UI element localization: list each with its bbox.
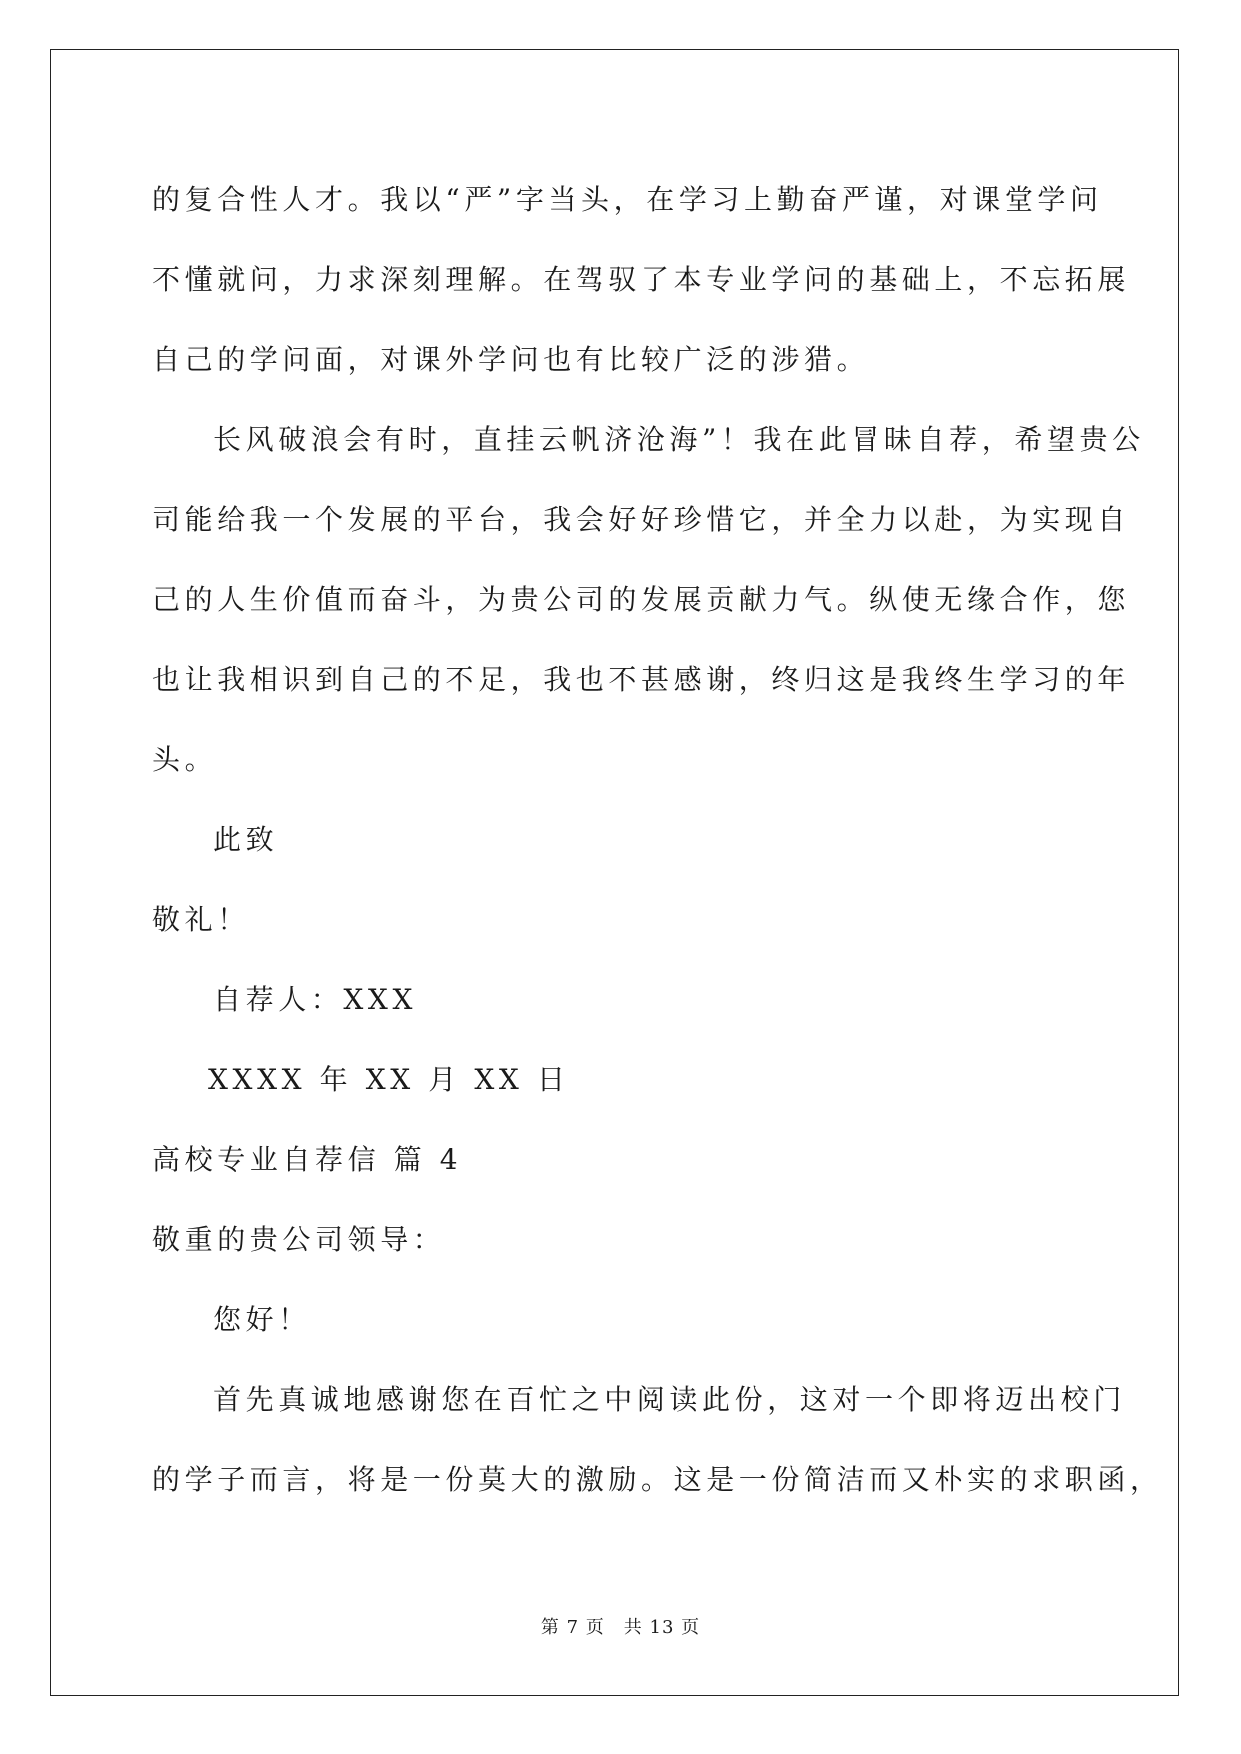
text-line: 的学子而言，将是一份莫大的激励。这是一份简洁而又朴实的求职函， (152, 1463, 1163, 1496)
text-line: 司能给我一个发展的平台，我会好好珍惜它，并全力以赴，为实现自 (152, 503, 1131, 536)
closing-respect: 敬礼！ (152, 903, 250, 936)
closing-salutation: 此致 (213, 823, 279, 856)
section-heading: 高校专业自荐信 篇 4 (152, 1143, 463, 1176)
signature-name: 自荐人：XXX (213, 983, 418, 1016)
text-line: 不懂就问，力求深刻理解。在驾驭了本专业学问的基础上，不忘拓展 (152, 263, 1131, 296)
document-body (152, 160, 1163, 1520)
text-line: 自己的学问面，对课外学问也有比较广泛的涉猎。 (152, 343, 870, 376)
greeting-addressee: 敬重的贵公司领导： (152, 1223, 446, 1256)
paragraph-start: 长风破浪会有时，直挂云帆济沧海”！我在此冒昧自荐，希望贵公 (213, 423, 1145, 456)
text-line: 己的人生价值而奋斗，为贵公司的发展贡献力气。纵使无缘合作，您 (152, 583, 1131, 616)
text-line: 也让我相识到自己的不足，我也不甚感谢，终归这是我终生学习的年 (152, 663, 1131, 696)
signature-date: XXXX 年 XX 月 XX 日 (208, 1063, 570, 1096)
paragraph-start: 首先真诚地感谢您在百忙之中阅读此份，这对一个即将迈出校门 (213, 1383, 1126, 1416)
greeting: 您好！ (213, 1303, 311, 1336)
text-line: 头。 (152, 743, 218, 776)
text-line: 的复合性人才。我以“严”字当头，在学习上勤奋严谨，对课堂学问 (152, 183, 1103, 216)
page-number-footer: 第 7 页 共 13 页 (540, 1617, 701, 1638)
